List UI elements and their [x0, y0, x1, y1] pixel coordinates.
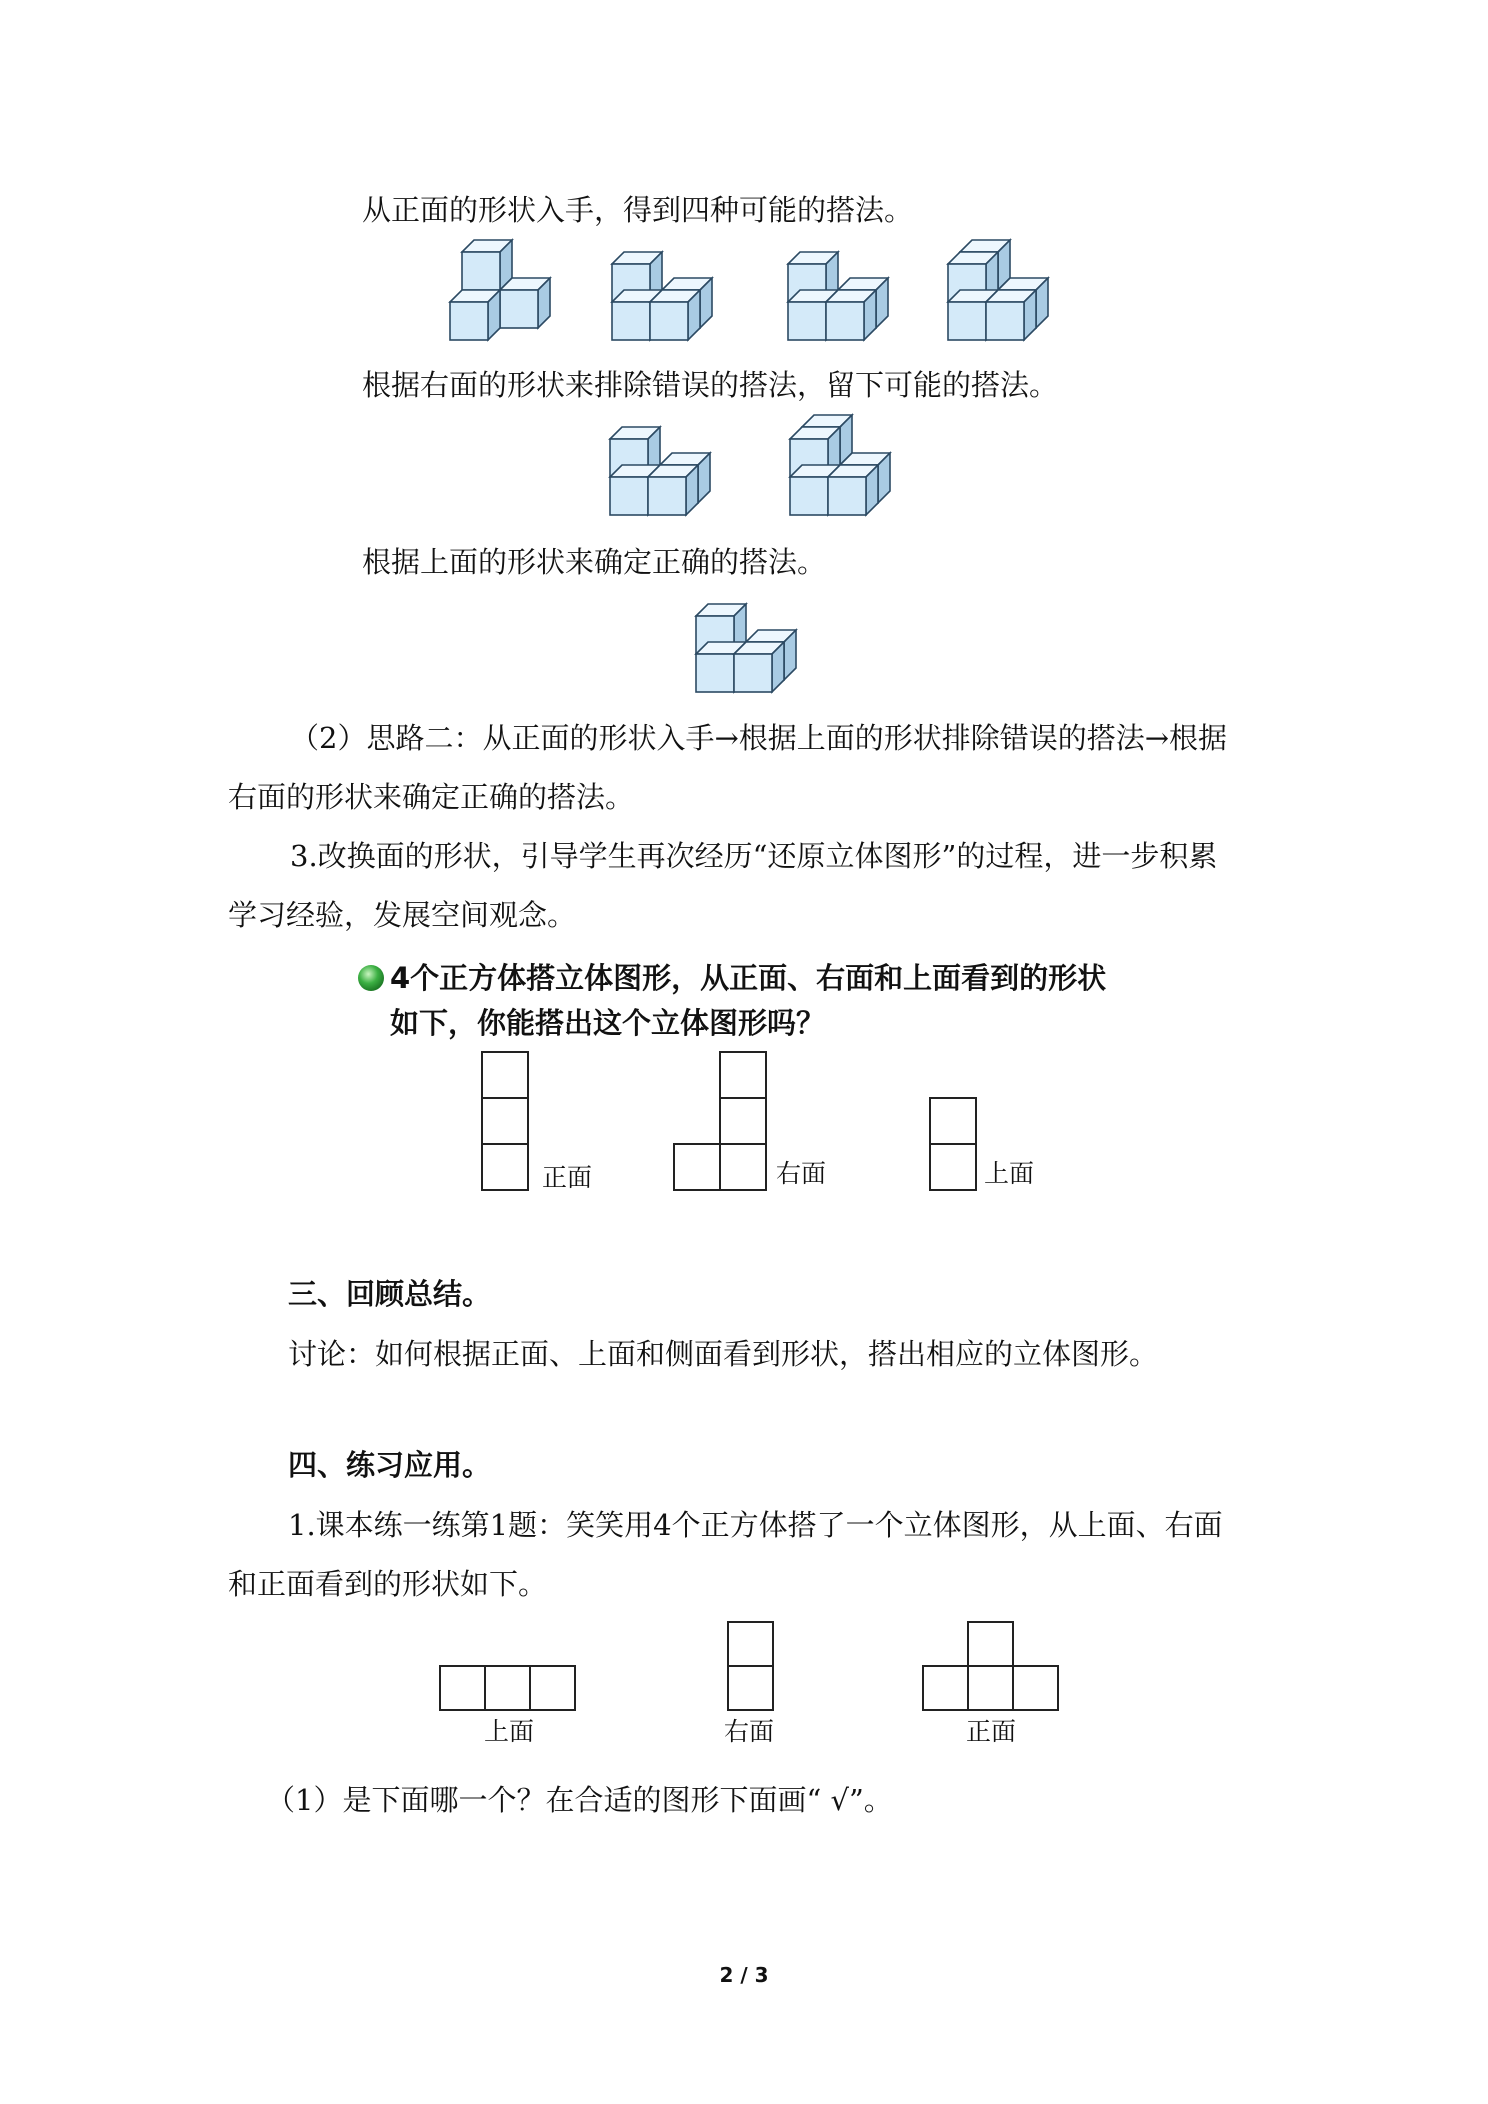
cube: [462, 240, 512, 290]
cube: [734, 642, 784, 692]
text-line-4a: （2）思路二：从正面的形状入手→根据上面的形状排除错误的搭法→根据: [290, 721, 1228, 755]
task-label-top: 上面: [984, 1159, 1035, 1188]
section-3-heading: 三、回顾总结。: [288, 1277, 492, 1311]
exercise-label-front: 正面: [966, 1717, 1017, 1746]
section-4-heading: 四、练习应用。: [288, 1448, 492, 1482]
question-1: （1）是下面哪一个？在合适的图形下面画“ √”。: [266, 1783, 893, 1817]
section-3-text: 讨论：如何根据正面、上面和侧面看到形状，搭出相应的立体图形。: [288, 1337, 1159, 1371]
text-line-5a: 3.改换面的形状，引导学生再次经历“还原立体图形”的过程，进一步积累: [290, 839, 1218, 873]
task-label-front: 正面: [542, 1163, 593, 1192]
text-line-4b: 右面的形状来确定正确的搭法。: [228, 780, 635, 814]
green-bullet-icon: [356, 963, 386, 993]
cube-arrangements-four: [440, 240, 1060, 350]
exercise-label-top: 上面: [484, 1717, 535, 1746]
exercise-1-line-a: 1.课本练一练第1题：笑笑用4个正方体搭了一个立体图形，从上面、右面: [288, 1508, 1223, 1542]
page-number: 2 / 3: [719, 1963, 769, 1987]
cube: [650, 290, 700, 340]
cube: [826, 290, 876, 340]
task-label-right: 右面: [776, 1159, 827, 1188]
cube-arrangement-final: [684, 592, 824, 702]
text-line-2: 根据右面的形状来排除错误的搭法，留下可能的搭法。: [362, 368, 1059, 402]
task-line-1: 4个正方体搭立体图形，从正面、右面和上面看到的形状: [390, 961, 1107, 995]
cube: [450, 290, 500, 340]
task-line-2: 如下，你能搭出这个立体图形吗？: [390, 1006, 826, 1040]
text-line-3: 根据上面的形状来确定正确的搭法。: [362, 545, 827, 579]
text-line-1: 从正面的形状入手，得到四种可能的搭法。: [362, 193, 914, 227]
cube: [986, 290, 1036, 340]
exercise-label-right: 右面: [724, 1717, 775, 1746]
exercise-1-line-b: 和正面看到的形状如下。: [228, 1567, 548, 1601]
text-line-5b: 学习经验，发展空间观念。: [228, 898, 577, 932]
cube: [500, 278, 550, 328]
cube-arrangements-two: [600, 415, 920, 525]
cube: [648, 465, 698, 515]
cube: [828, 465, 878, 515]
